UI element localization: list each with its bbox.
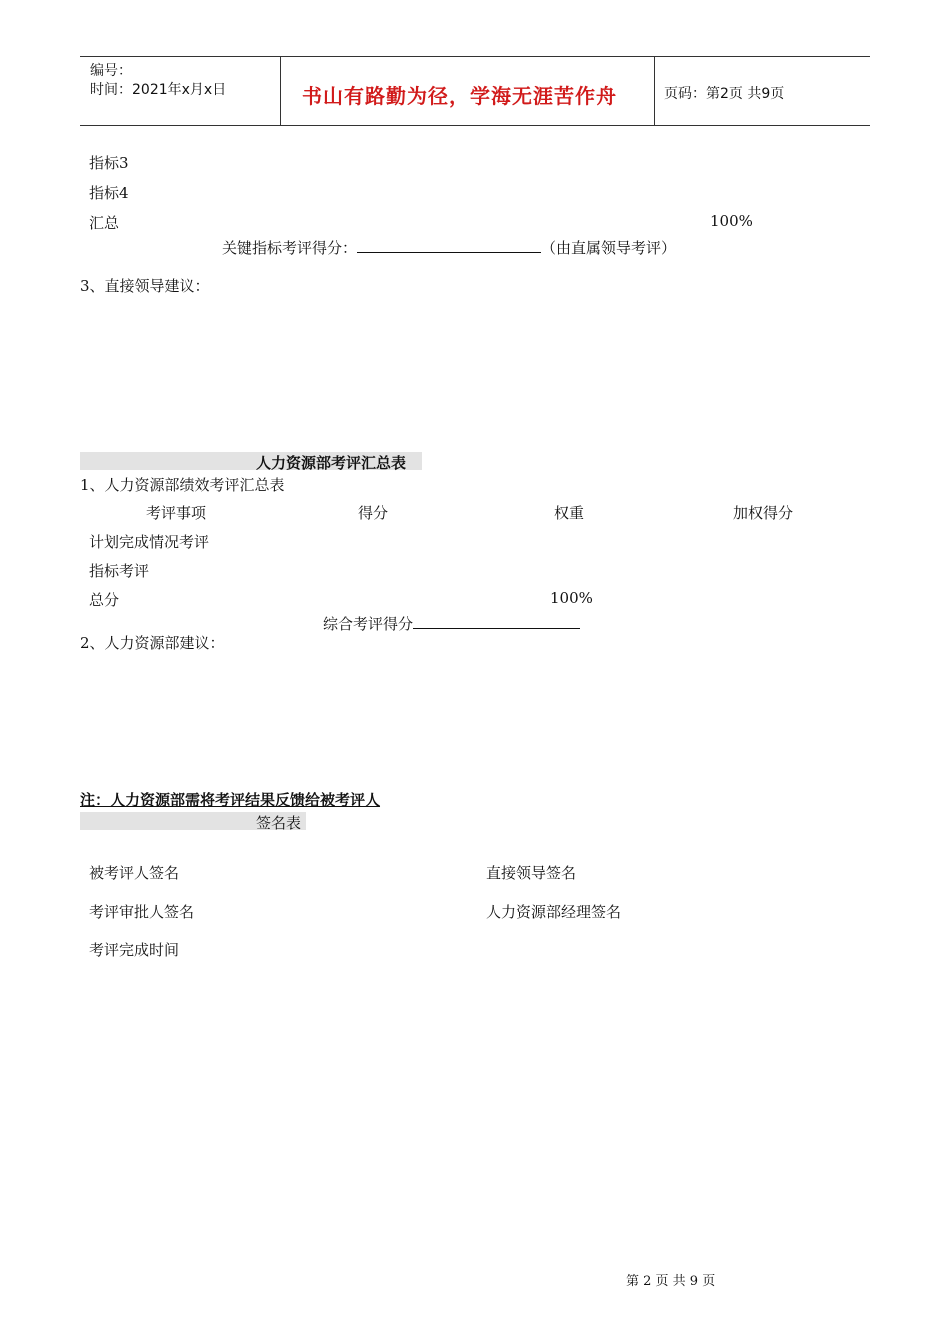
page-header <box>80 56 870 126</box>
signature-completion-time: 考评完成时间 <box>89 941 180 959</box>
overall-score-line <box>323 613 580 634</box>
header-divider <box>280 57 281 125</box>
table-row-item: 计划完成情况考评 <box>89 533 210 551</box>
kpi-score-line <box>222 237 676 258</box>
column-header-item: 考评事项 <box>146 504 207 522</box>
signature-approver: 考评审批人签名 <box>89 903 195 921</box>
hr-summary-subtitle: 1、人力资源部绩效考评汇总表 <box>80 476 285 494</box>
signature-leader: 直接领导签名 <box>486 864 577 882</box>
document-number-label: 编号： <box>90 63 132 79</box>
column-header-weight: 权重 <box>554 504 585 522</box>
column-header-weighted-score: 加权得分 <box>733 504 794 522</box>
page-info: 页码：第2页 共9页 <box>664 86 785 102</box>
signature-evaluatee: 被考评人签名 <box>89 864 180 882</box>
overall-score-blank[interactable] <box>413 614 580 629</box>
kpi-total-weight: 100% <box>710 212 753 230</box>
kpi-row-4: 指标4 <box>89 184 129 202</box>
kpi-total-label: 汇总 <box>89 214 120 232</box>
hr-summary-title: 人力资源部考评汇总表 <box>256 454 407 472</box>
kpi-score-label: 关键指标考评得分： <box>222 239 358 257</box>
overall-score-label: 综合考评得分 <box>323 615 414 633</box>
header-motto: 书山有路勤为径，学海无涯苦作舟 <box>302 84 617 108</box>
section-leader-advice-title: 3、直接领导建议： <box>80 277 210 295</box>
kpi-row-3: 指标3 <box>89 154 129 172</box>
section-hr-advice-title: 2、人力资源部建议： <box>80 634 225 652</box>
table-row-item: 总分 <box>89 591 120 609</box>
kpi-score-blank[interactable] <box>357 238 541 253</box>
signature-hr-manager: 人力资源部经理签名 <box>486 903 622 921</box>
kpi-score-note: （由直属领导考评） <box>541 239 677 257</box>
column-header-score: 得分 <box>358 504 389 522</box>
feedback-note: 注：人力资源部需将考评结果反馈给被考评人 <box>80 791 381 809</box>
table-row-item: 指标考评 <box>89 562 150 580</box>
document-date: 时间：2021年x月x日 <box>90 82 227 98</box>
signature-title: 签名表 <box>256 814 302 832</box>
page-footer: 第 2 页 共 9 页 <box>626 1274 716 1289</box>
table-row-weight: 100% <box>550 589 593 607</box>
header-divider <box>654 57 655 125</box>
